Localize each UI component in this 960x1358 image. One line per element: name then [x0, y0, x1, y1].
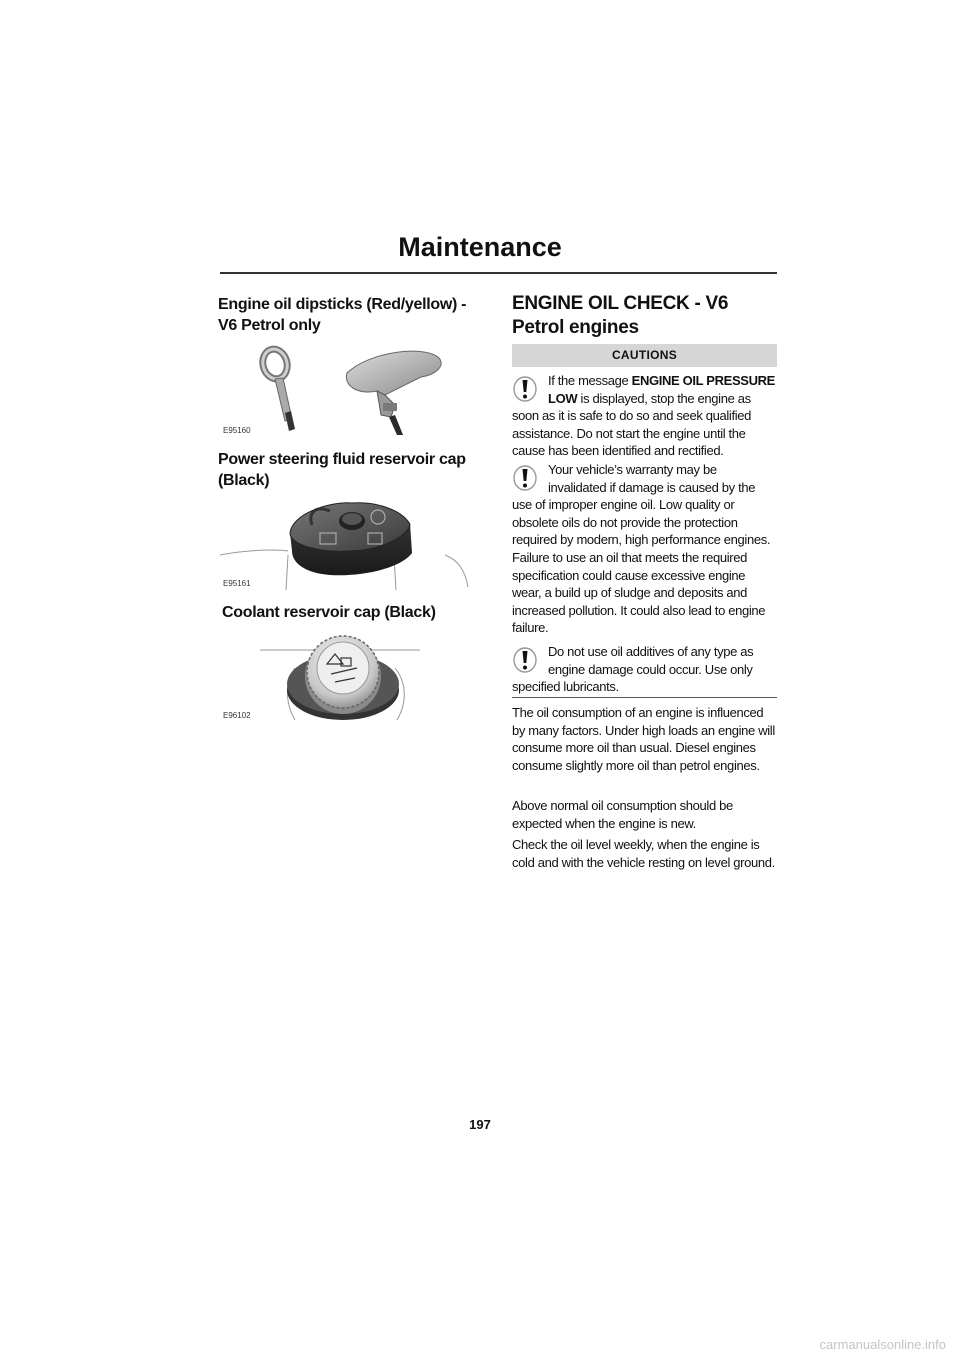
caution-1 [512, 372, 776, 460]
page-title: Maintenance [398, 232, 562, 262]
caution-1-text-pre: If the message [548, 373, 632, 388]
title-divider [220, 272, 777, 274]
caution-2-text: Your vehicle’s warranty may be invalidated if damage is caused by the use of improper engine oil. Low quality or obsolete oils do not provide the protection required by modern, high performance engines. Failure to use an oil that meets the required specification could cause excessive engine wear, a build up of sludge and deposits and increased pollution. It could also lead to engine failure. [512, 462, 771, 636]
dipsticks-illustration [245, 343, 460, 435]
figure-code-e96102: E96102 [223, 711, 251, 720]
paragraph-check-weekly: Check the oil level weekly, when the engine is cold and with the vehicle resting on level ground. [512, 837, 775, 870]
caution-1-message: ENGINE OIL PRESSURE LOW [548, 373, 776, 406]
cautions-header: CAUTIONS [512, 344, 777, 367]
figure-code-e95160: E95160 [223, 426, 251, 435]
caution-icon [512, 463, 538, 493]
coolant-heading: Coolant reservoir cap (Black) [222, 604, 436, 621]
caution-1-text-post: is displayed, stop the engine as soon as it is safe to do so and seek qualified assistance. Do not start the engine until the cause has been identified and rectified. [512, 390, 752, 459]
caution-icon [512, 374, 538, 404]
caution-2 [512, 461, 776, 637]
watermark: carmanualsonline.info [819, 1337, 946, 1352]
paragraph-new-engine: Above normal oil consumption should be expected when the engine is new. [512, 798, 733, 831]
dipsticks-heading: Engine oil dipsticks (Red/yellow) - V6 Petrol only [218, 296, 467, 334]
caution-icon [512, 645, 538, 675]
section-heading: ENGINE OIL CHECK - V6 Petrol engines [512, 293, 729, 338]
power-steering-cap-illustration [220, 495, 475, 590]
paragraph-oil-consumption: The oil consumption of an engine is influenced by many factors. Under high loads an engine will consume more oil than usual. Diesel engines consume slightly more oil than petrol engines. [512, 705, 775, 773]
coolant-cap-illustration [255, 628, 425, 723]
caution-3 [512, 643, 776, 696]
power-steering-heading: Power steering fluid reservoir cap (Black) [218, 451, 466, 489]
figure-code-e95161: E95161 [223, 579, 251, 588]
page-number: 197 [469, 1117, 491, 1132]
caution-3-text: Do not use oil additives of any type as engine damage could occur. Use only specified lubricants. [512, 644, 754, 695]
cautions-divider [512, 697, 777, 698]
